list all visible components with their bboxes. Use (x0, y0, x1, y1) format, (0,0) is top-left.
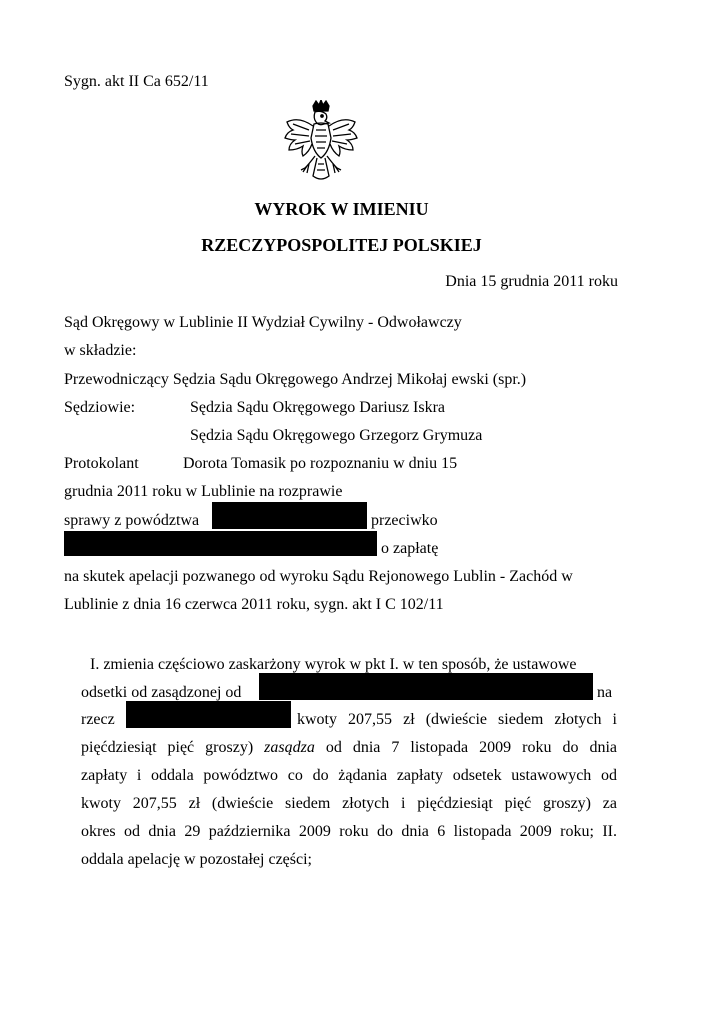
ruling-line-7: okres od dnia 29 października 2009 roku do dnia 6 listopada 2009 roku; II. (81, 823, 617, 840)
case-from-label: sprawy z powództwa (64, 512, 200, 529)
polish-eagle-emblem-icon (281, 100, 361, 188)
subject-label: o zapłatę (381, 540, 439, 557)
ruling-line-2-end: na (597, 684, 613, 701)
judges-label: Sędziowie: (64, 399, 136, 416)
presiding-judge: Przewodniczący Sędzia Sądu Okręgowego Andrzej Mikołaj ewski (spr.) (64, 371, 527, 388)
hearing-line: grudnia 2011 roku w Lublinie na rozprawie (64, 483, 343, 500)
appeal-line-1: na skutek apelacji pozwanego od wyroku Sądu Rejonowego Lublin - Zachód w (64, 568, 573, 585)
ruling-line-2-start: odsetki od zasądzonej od (81, 684, 242, 701)
court-name: Sąd Okręgowy w Lublinie II Wydział Cywilny - Odwoławczy (64, 314, 462, 331)
composition-label: w składzie: (64, 342, 137, 359)
ruling-line-1: I. zmienia częściowo zaskarżony wyrok w pkt I. w ten sposób, że ustawowe (90, 656, 577, 673)
redaction-defendant (64, 531, 377, 556)
clerk-label: Protokolant (64, 455, 139, 472)
ruling-line-6: kwoty 207,55 zł (dwieście siedem złotych i pięćdziesiąt pięć groszy) za (81, 795, 617, 812)
ruling-line-3-end: kwoty 207,55 zł (dwieście siedem złotych i (297, 711, 617, 728)
judge-2: Sędzia Sądu Okręgowego Grzegorz Grymuza (190, 427, 483, 444)
ruling-line-4 (81, 738, 617, 757)
ruling-line-3-start: rzecz (81, 711, 115, 728)
redaction-defendant-ruling (259, 673, 593, 700)
ruling-line-4-emphasis: zasądza (264, 739, 315, 756)
title-line-1: WYROK W IMIENIU (254, 199, 429, 219)
ruling-line-4-a: pięćdziesiąt pięć groszy) (81, 739, 254, 756)
ruling-line-5: zapłaty i oddala powództwo co do żądania zapłaty odsetek ustawowych od (81, 767, 617, 784)
judgment-date: Dnia 15 grudnia 2011 roku (445, 273, 618, 290)
appeal-line-2: Lublinie z dnia 16 czerwca 2011 roku, sygn. akt I C 102/11 (64, 596, 444, 613)
ruling-line-4-b: od dnia 7 listopada 2009 roku do dnia (325, 739, 618, 756)
judge-1: Sędzia Sądu Okręgowego Dariusz Iskra (190, 399, 446, 416)
against-label: przeciwko (371, 512, 438, 529)
case-number: Sygn. akt II Ca 652/11 (64, 73, 209, 90)
ruling-line-8: oddala apelację w pozostałej części; (81, 851, 312, 868)
redaction-plaintiff-ruling (126, 701, 291, 728)
clerk-text: Dorota Tomasik po rozpoznaniu w dniu 15 (183, 455, 458, 472)
title-line-2: RZECZYPOSPOLITEJ POLSKIEJ (201, 235, 482, 255)
redaction-plaintiff (212, 502, 367, 529)
